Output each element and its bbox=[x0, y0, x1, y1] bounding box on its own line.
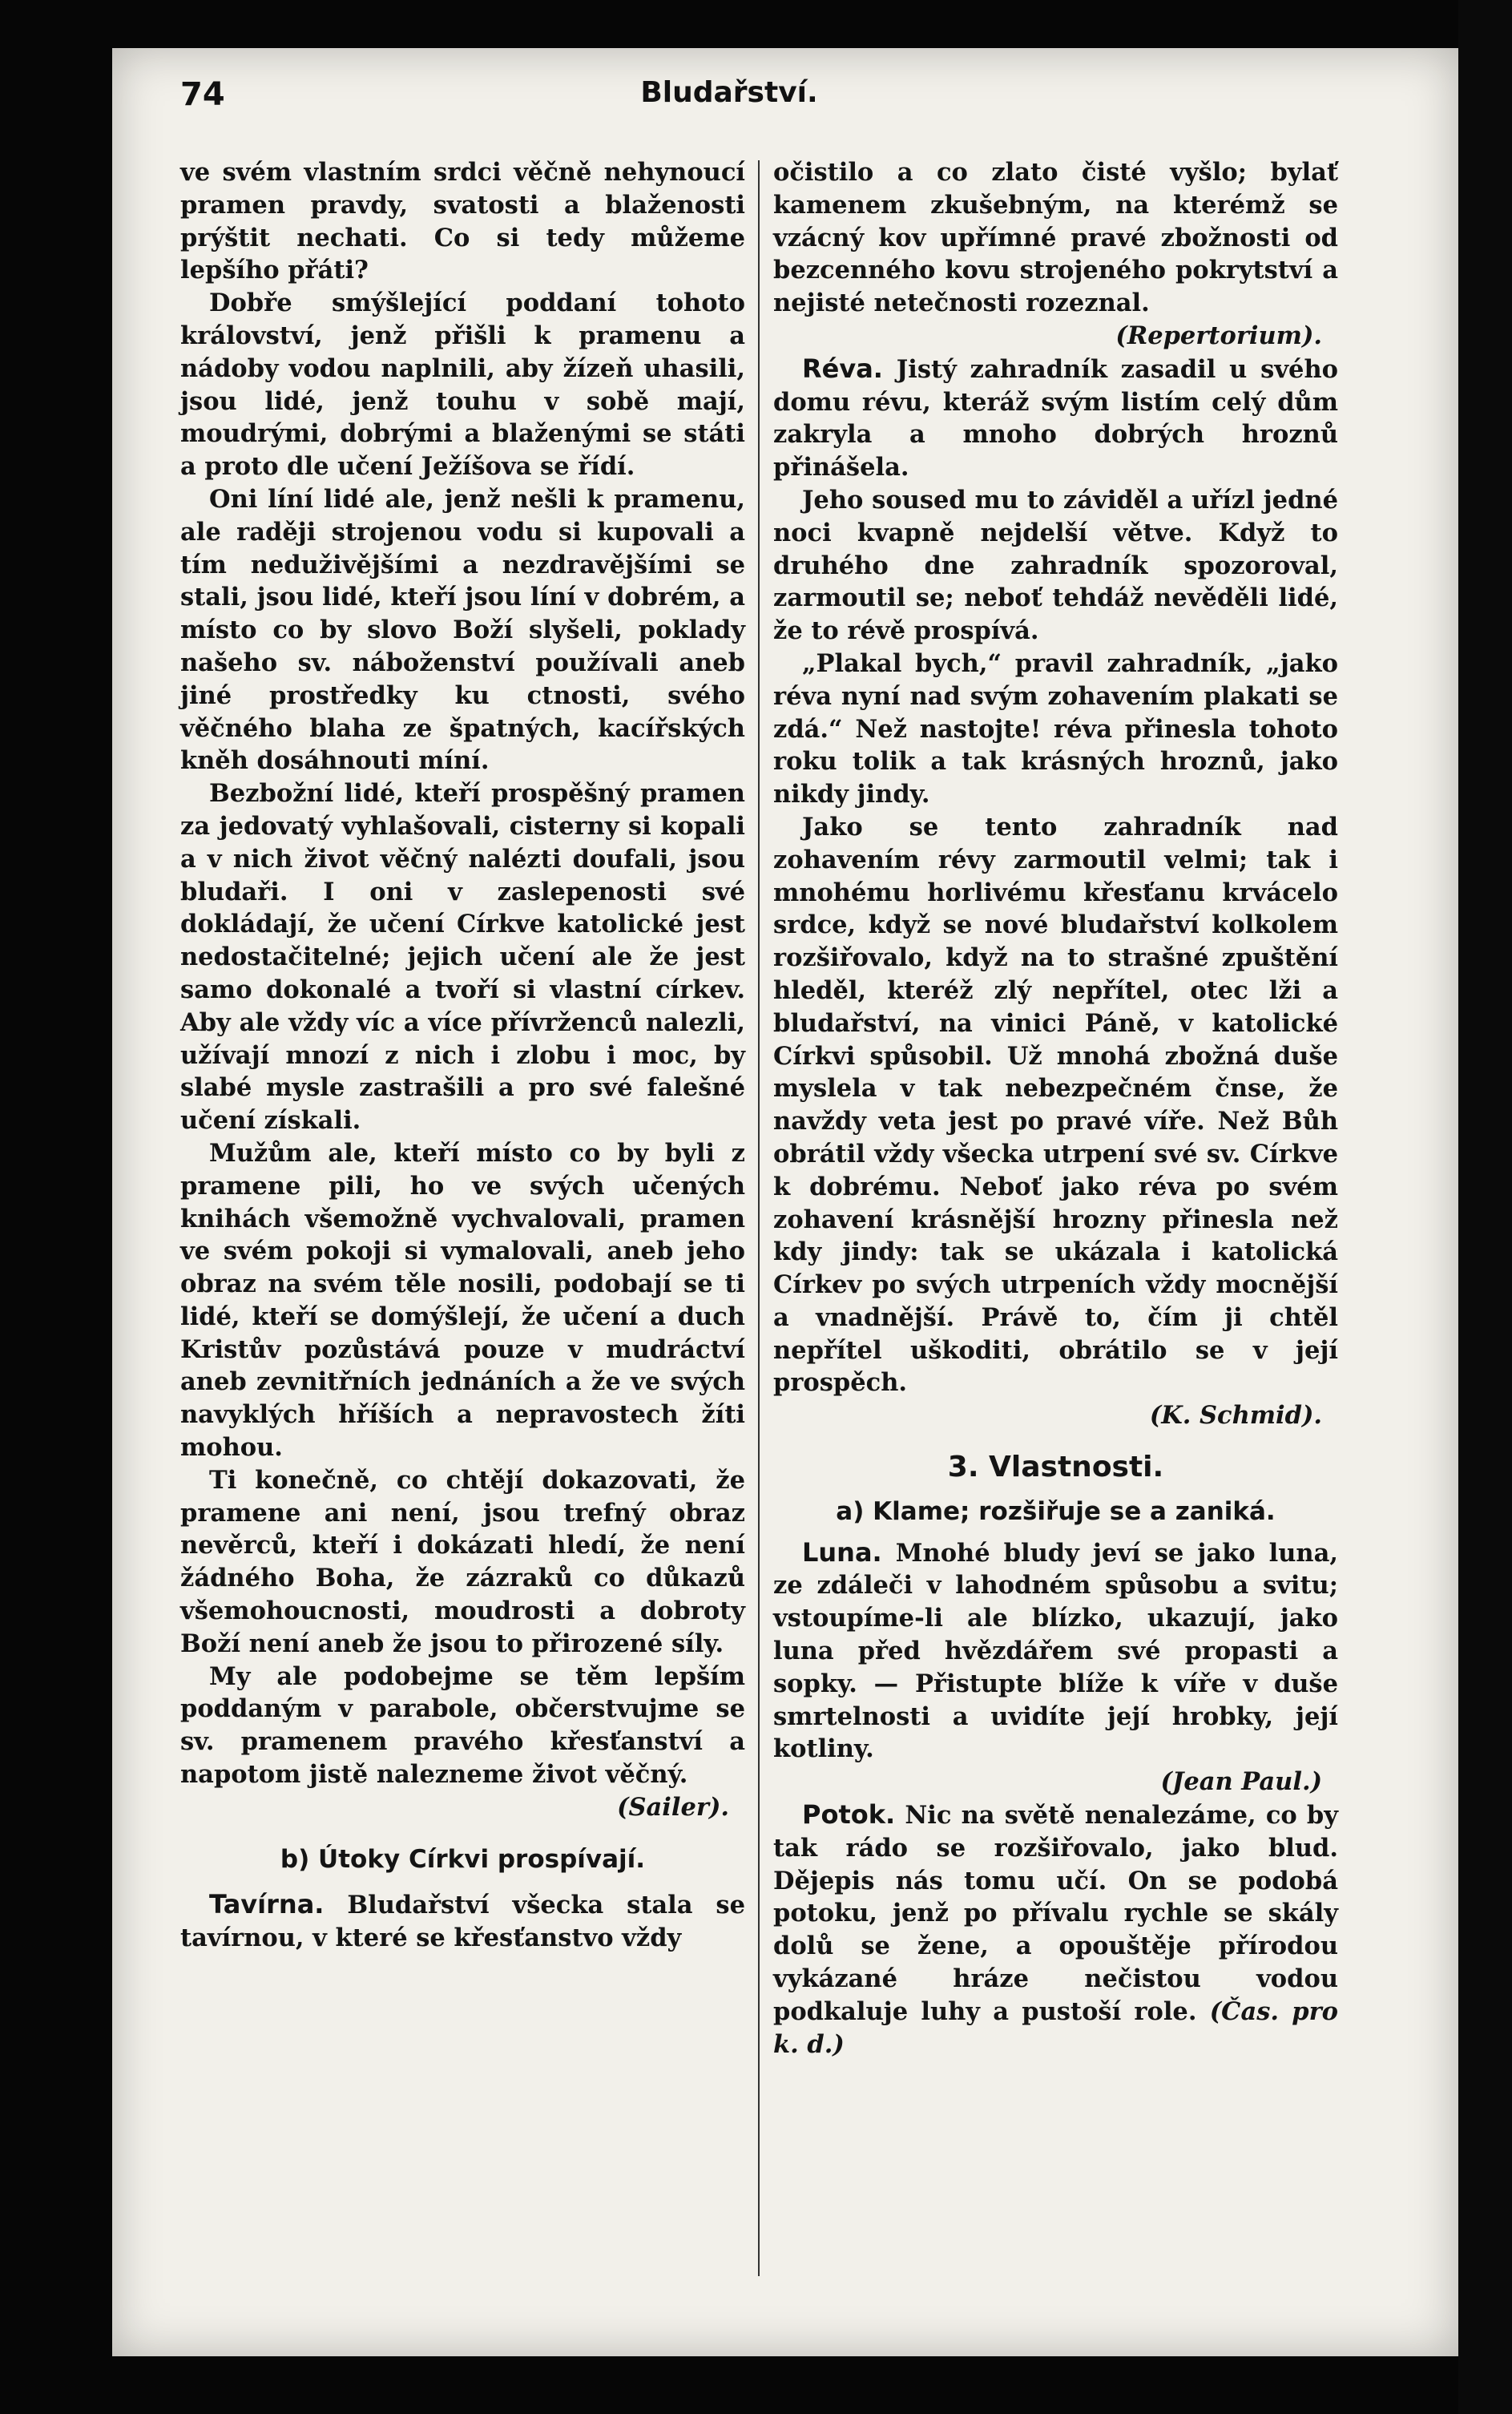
page-header bbox=[180, 76, 1278, 124]
source-citation: (Sailer). bbox=[617, 1792, 729, 1822]
entry-keyword: Tavírna. bbox=[209, 1889, 325, 1920]
entry-paragraph bbox=[773, 1536, 1338, 1766]
column-divider bbox=[758, 160, 760, 2276]
entry-paragraph bbox=[773, 353, 1338, 484]
source-citation: (Repertorium). bbox=[1115, 321, 1322, 350]
paragraph: očistilo a co zlato čisté vyšlo; bylať kamenem zkušebným, na kterémž se vzácný kov upřímné pravé zbožnosti od bezcenného kovu strojeného pokrytství a nejisté netečnosti rozeznal. bbox=[773, 158, 1338, 318]
paragraph: Dobře smýšlející poddaní tohoto království, jenž přišli k pramenu a nádoby vodou naplnili, aby žízeň uhasili, jsou lidé, jenž touhu v sobě mají, moudrými, dobrými a blaženými se státi a proto dle učení Ježíšova se řídí. bbox=[180, 289, 745, 482]
source-citation: (K. Schmid). bbox=[1149, 1401, 1322, 1431]
entry-text: Mnohé bludy jeví se jako luna, ze zdáleči v lahodném spůsobu a svitu; vstoupíme-li ale blízko, ukazují, jako luna před hvězdářem své propasti a sopky. — Přistupte blíže k víře v duše smrtelnosti a uvidíte její hrobky, její kotliny. bbox=[773, 1538, 1338, 1764]
paragraph: Ti konečně, co chtějí dokazovati, že pramene ani není, jsou trefný obraz nevěrců, kteří i dokázati hledí, že není žádného Boha, že zázraků co důkazů všemohoucnosti, moudrosti a dobroty Boží není aneb že jsou to přirozené síly. bbox=[180, 1465, 745, 1658]
entry-paragraph bbox=[180, 1888, 745, 1955]
paragraph: Oni líní lidé ale, jenž nešli k pramenu, ale raději strojenou vodu si kupovali a tím neduživějšími a nezdravějšími se stali, jsou lidé, kteří jsou líní v dobrém, a místo co by slovo Boží slyšeli, poklady našeho sv. náboženství používali aneb jiné prostředky ku ctnosti, svého věčného blaha ze špatných, kacířských kněh dosáhnouti míní. bbox=[180, 484, 745, 776]
paragraph: My ale podobejme se těm lepším poddaným v parabole, občerstvujme se sv. pramenem pravého křesťanství a napotom jistě nalezneme život věčný. bbox=[180, 1661, 745, 1790]
source-citation: (Čas. pro k. d.) bbox=[773, 1996, 1338, 2059]
left-column bbox=[180, 156, 745, 1955]
source-citation: (Jean Paul.) bbox=[1160, 1767, 1322, 1797]
book-page bbox=[112, 48, 1458, 2356]
scan-edge bbox=[1458, 0, 1512, 2414]
paragraph: Jako se tento zahradník nad zohavením révy zarmoutil velmi; tak i mnohému horlivému křesťanu krvácelo srdce, když se nové bludařství kolkolem rozšiřovalo, když na to strašné zpuštění hleděl, kteréž zlý nepřítel, otec lži a bludařství, na vinici Páně, v katolické Církvi spůsobil. Už mnohá zbožná duše myslela v tak nebezpečném čnse, že navždy veta jest po pravé víře. Než Bůh obrátil vždy všecka utrpení své sv. Církve k dobrému. Neboť jako réva po svém zohavení krásnější hrozny přinesla než kdy jindy: tak se ukázala i katolická Církev po svých utrpeních vždy mocnější a vnadnější. Právě to, čím ji chtěl nepřítel uškoditi, obrátilo se v její prospěch. bbox=[773, 812, 1338, 1398]
subsection-heading: a) Klame; rozšiřuje se a zaniká. bbox=[836, 1496, 1276, 1526]
entry-keyword: Potok. bbox=[802, 1799, 896, 1831]
paragraph: „Plakal bych,“ pravil zahradník, „jako réva nyní nad svým zohavením plakati se zdá.“ Než nastojte! réva přinesla tohoto roku tolik a tak krásných hroznů, jako nikdy jindy. bbox=[773, 648, 1338, 809]
paragraph: Jeho soused mu to záviděl a uřízl jedné noci kvapně nejdelší větve. Když to druhého dne zahradník spozoroval, zarmoutil se; neboť tehdáž nevěděli lidé, že to révě prospívá. bbox=[773, 485, 1338, 646]
paragraph: ve svém vlastním srdci věčně nehynoucí pramen pravdy, svatosti a blaženosti prýštit nechati. Co si tedy můžeme lepšího přáti? bbox=[180, 158, 745, 285]
page-number: 74 bbox=[180, 76, 225, 113]
paragraph: Bezbožní lidé, kteří prospěšný pramen za jedovatý vyhlašovali, cisterny si kopali a v nich život věčný nalézti doufali, jsou bludaři. I oni v zaslepenosti své dokládají, že učení Církve katolické jest nedostačitelné; jejich učení ale že jest samo dokonalé a tvoří si vlastní církev. Aby ale vždy víc a více přívrženců nalezli, užívají mnozí z nich i zlobu i moc, by slabé mysle zastrašili a pro své falešné učení získali. bbox=[180, 779, 745, 1136]
subsection-heading: b) Útoky Církvi prospívají. bbox=[280, 1844, 646, 1874]
section-heading: 3. Vlastnosti. bbox=[947, 1451, 1164, 1484]
entry-keyword: Luna. bbox=[802, 1536, 882, 1568]
entry-text: Bludařství všecka stala se tavírnou, v které se křesťanstvo vždy bbox=[180, 1891, 745, 1953]
right-column bbox=[773, 156, 1338, 2061]
entry-text: Nic na světě nenalezáme, co by tak rádo se rozšiřovalo, jako blud. Dějepis nás tomu učí. On se podobá potoku, jenž po přívalu rychle se skály dolů se žene, a opouštěje přírodou vykázané hráze nečistou vodou podkaluje luhy a pustoší role. bbox=[773, 1801, 1338, 2026]
paragraph: Mužům ale, kteří místo co by byli z pramene pili, ho ve svých učených knihách všemožně vychvalovali, pramen ve svém pokoji si vymalovali, aneb jeho obraz na svém těle nosili, podobají se ti lidé, kteří se domýšlejí, že učení a duch Kristův pozůstává pouze v mudráctví aneb zevnitřních jednáních a že ve svých navyklých hříších a nepravostech žíti mohou. bbox=[180, 1138, 745, 1463]
entry-paragraph bbox=[773, 1798, 1338, 2061]
running-title: Bludařství. bbox=[640, 76, 818, 109]
entry-keyword: Réva. bbox=[802, 353, 883, 384]
entry-text: Jistý zahradník zasadil u svého domu révu, kteráž svým listím celý dům zakryla a mnoho dobrých hroznů přinášela. bbox=[773, 354, 1338, 482]
